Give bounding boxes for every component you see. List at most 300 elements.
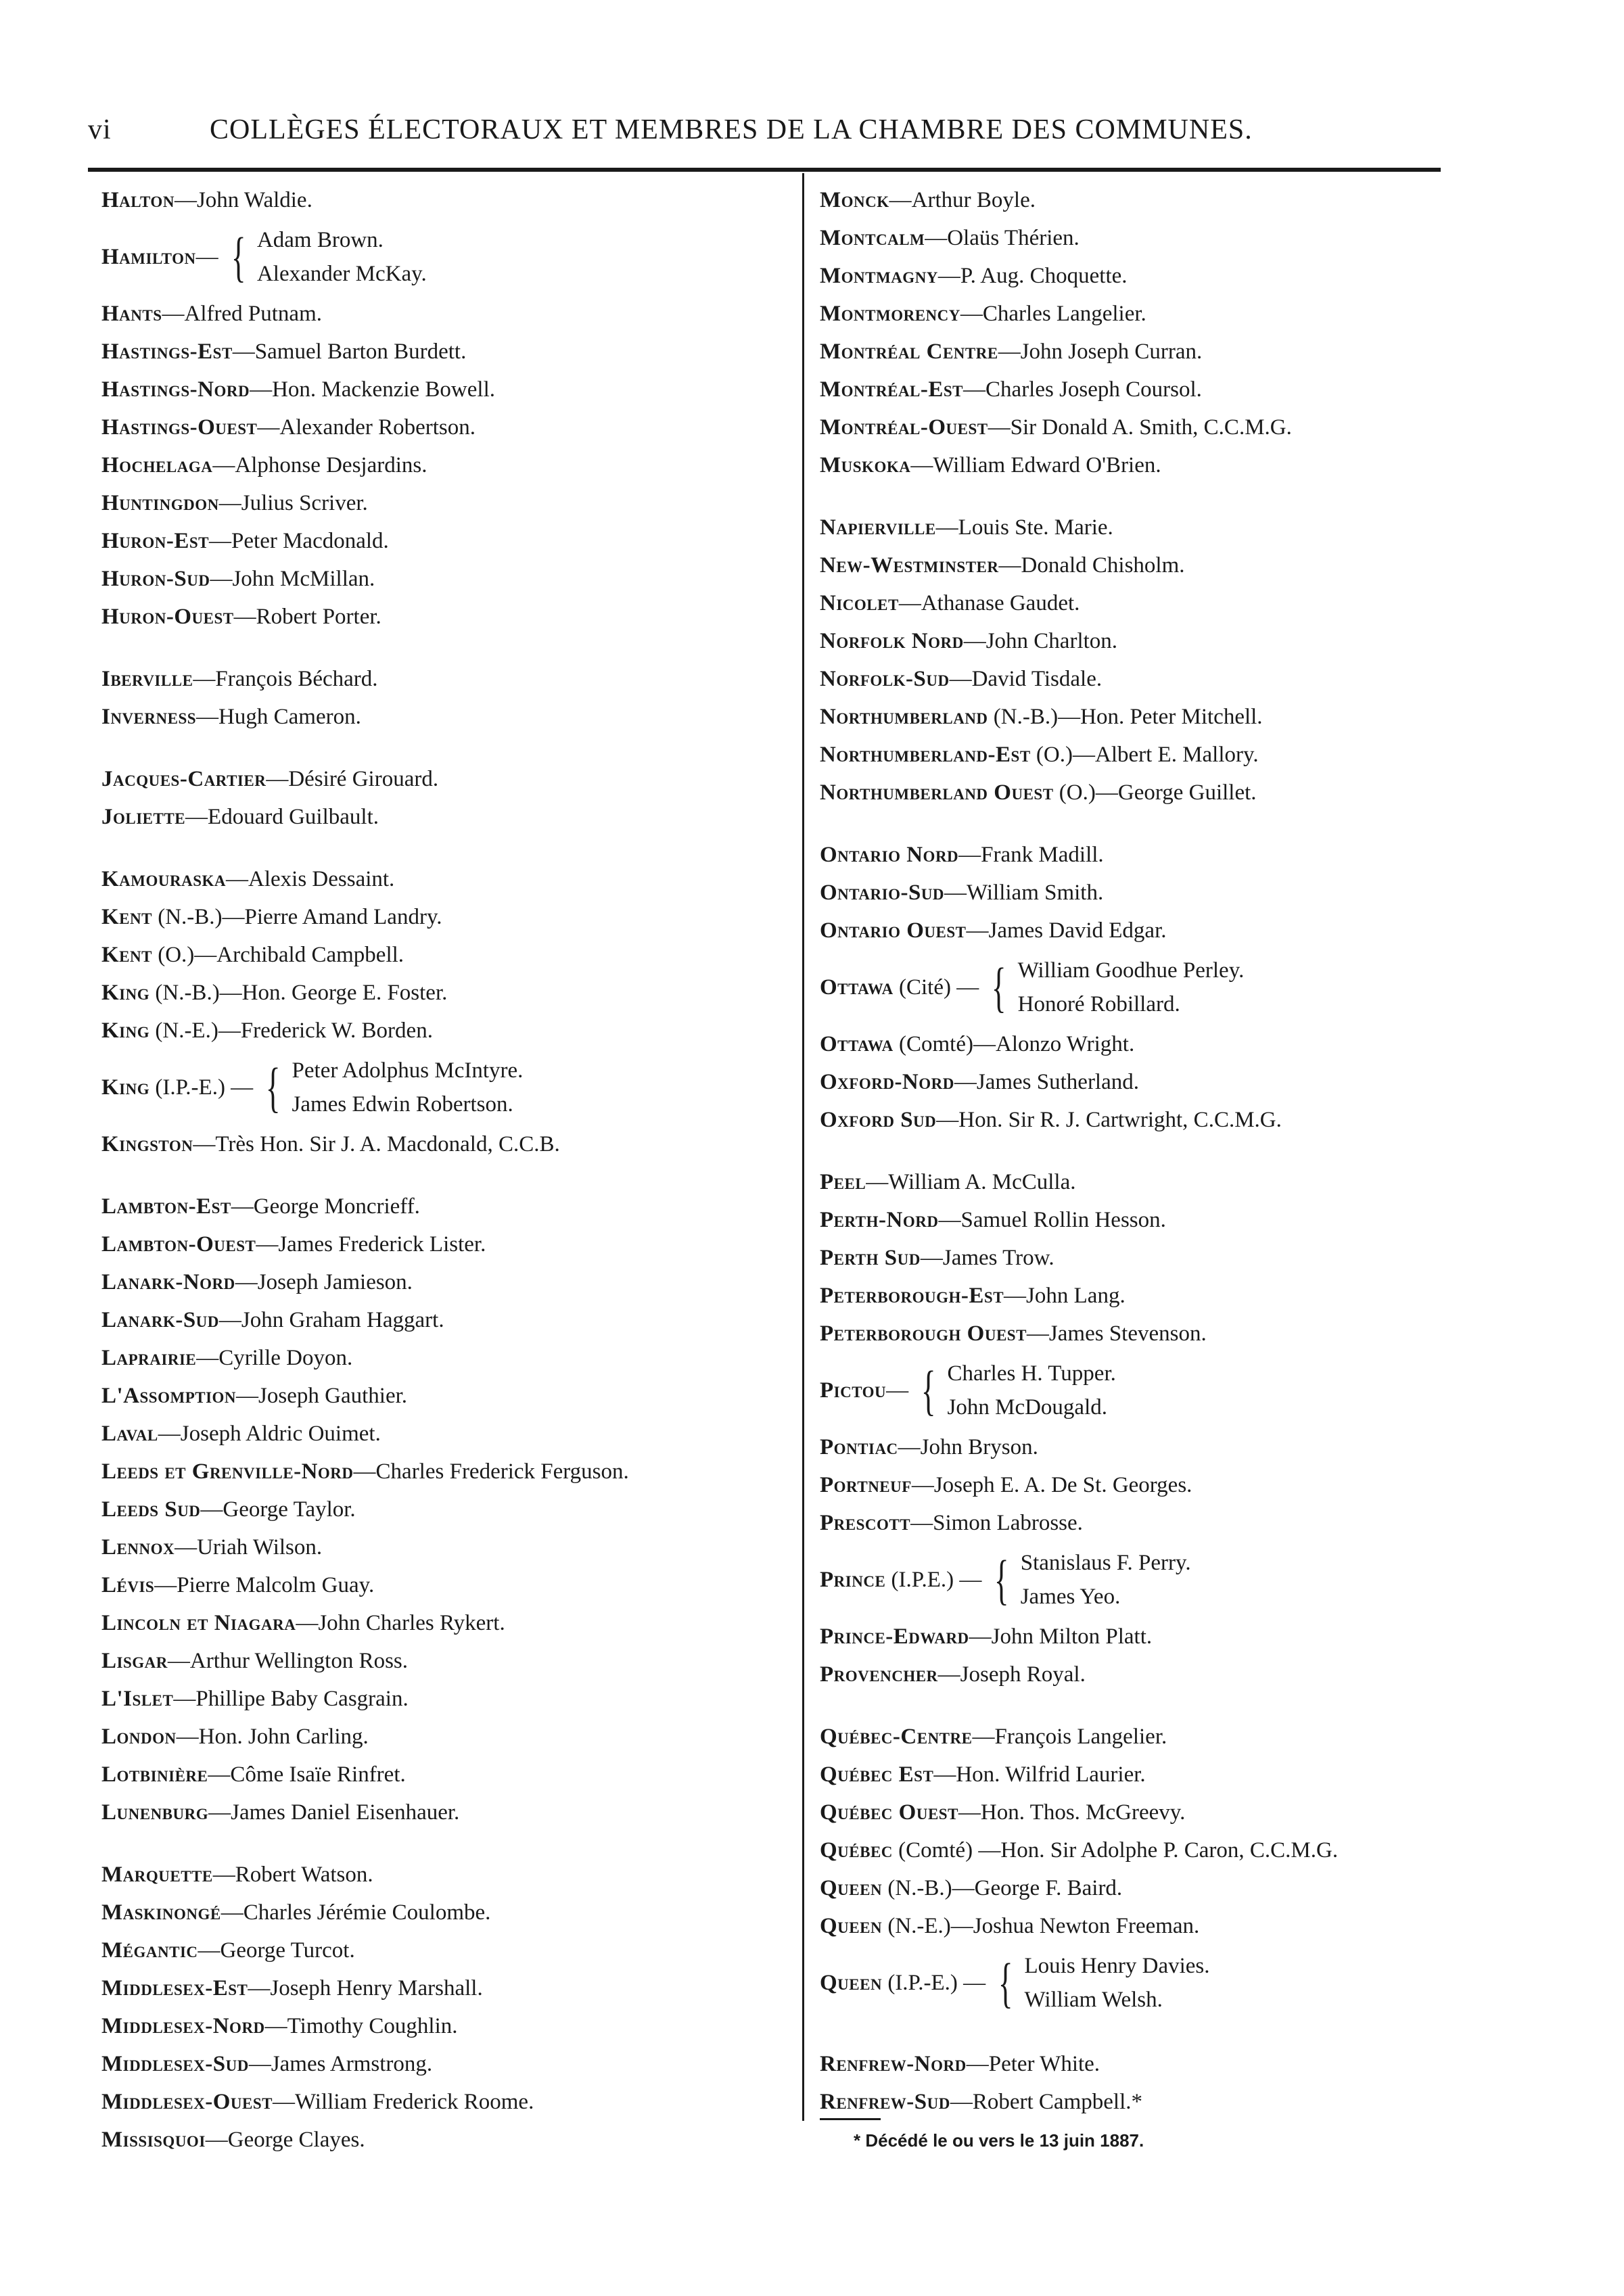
riding-entry xyxy=(101,1756,791,1794)
riding-entry xyxy=(101,295,791,333)
member-name: —George Turcot. xyxy=(198,1938,355,1963)
riding-entry xyxy=(820,1907,1456,1945)
riding-name: Middlesex-Sud xyxy=(101,2052,249,2076)
riding-name: Kent xyxy=(101,905,152,929)
member-name: James Edwin Robertson. xyxy=(292,1092,513,1117)
member-name: —James Stevenson. xyxy=(1026,1321,1207,1346)
member-name: —Charles Joseph Coursol. xyxy=(963,377,1202,402)
member-name: —Edouard Guilbault. xyxy=(185,805,379,829)
member-name: —Phillipe Baby Casgrain. xyxy=(173,1687,409,1711)
riding-entry xyxy=(820,1945,1456,2021)
riding-name: Hamilton xyxy=(101,245,196,269)
riding-name: Leeds et Grenville-Nord xyxy=(101,1459,354,1484)
riding-name: Kamouraska xyxy=(101,867,226,891)
member-name: —Uriah Wilson. xyxy=(175,1535,323,1560)
riding-name: Hastings-Ouest xyxy=(101,415,258,440)
riding-name: Ontario Nord xyxy=(820,843,959,867)
riding-label xyxy=(820,1561,981,1599)
riding-name: Montmorency xyxy=(820,302,960,326)
riding-suffix: — xyxy=(886,1378,909,1403)
member-name: —Hon. Mackenzie Bowell. xyxy=(250,377,495,402)
member-list xyxy=(1025,1949,1210,2017)
section-gap xyxy=(820,1139,1456,1163)
riding-entry xyxy=(101,1566,791,1604)
member-name: —Joseph E. A. De St. Georges. xyxy=(911,1473,1192,1497)
footnote-rule xyxy=(820,2118,881,2120)
riding-entry xyxy=(101,522,791,560)
member-name: —John Charlton. xyxy=(963,629,1118,653)
member-name: —James Daniel Eisenhauer. xyxy=(208,1800,460,1825)
riding-entry xyxy=(101,974,791,1012)
riding-entry xyxy=(101,1604,791,1642)
riding-name: Lambton-Est xyxy=(101,1194,231,1219)
riding-entry xyxy=(101,408,791,446)
member-name: —Pierre Malcolm Guay. xyxy=(154,1573,375,1597)
riding-name: London xyxy=(101,1725,177,1749)
riding-entry xyxy=(820,1063,1456,1101)
footnote: * Décédé le ou vers le 13 juin 1887. xyxy=(854,2130,1144,2151)
riding-entry xyxy=(101,1718,791,1756)
member-name: —Sir Donald A. Smith, C.C.M.G. xyxy=(988,415,1292,440)
riding-name: Joliette xyxy=(101,805,186,829)
member-name: —William A. McCulla. xyxy=(866,1170,1076,1194)
member-name: —Julius Scriver. xyxy=(218,491,368,515)
riding-name: Norfolk-Sud xyxy=(820,667,950,691)
riding-name: Hants xyxy=(101,302,162,326)
member-name: —John Bryson. xyxy=(898,1435,1038,1459)
riding-entry xyxy=(101,1188,791,1225)
riding-name: Kingston xyxy=(101,1132,193,1156)
riding-entry xyxy=(820,1428,1456,1466)
riding-entry xyxy=(101,1301,791,1339)
member-name: (N.-E.)—Frederick W. Borden. xyxy=(149,1018,433,1043)
member-name: Peter Adolphus McIntyre. xyxy=(292,1058,524,1083)
member-name: —Robert Watson. xyxy=(212,1862,373,1887)
riding-entry xyxy=(820,1163,1456,1201)
member-name: —David Tisdale. xyxy=(949,667,1103,691)
section-gap xyxy=(101,1831,791,1856)
member-list xyxy=(292,1054,524,1121)
member-name: William Welsh. xyxy=(1024,1988,1163,2012)
member-name: —François Béchard. xyxy=(193,667,378,691)
riding-entry xyxy=(820,622,1456,660)
member-list xyxy=(257,223,427,291)
member-name: Adam Brown. xyxy=(256,228,384,252)
left-column xyxy=(101,181,791,2159)
riding-entry xyxy=(101,484,791,522)
riding-name: Hastings-Est xyxy=(101,339,233,364)
riding-entry xyxy=(101,798,791,836)
riding-name: Middlesex-Nord xyxy=(101,2014,265,2038)
riding-suffix: (I.P.E.) — xyxy=(885,1568,982,1592)
member-name: —William Smith. xyxy=(944,881,1104,905)
member-list xyxy=(948,1357,1116,1424)
riding-entry xyxy=(101,1856,791,1894)
section-gap xyxy=(101,1163,791,1188)
member-name: —Alphonse Desjardins. xyxy=(212,453,427,477)
riding-name: Napierville xyxy=(820,515,936,540)
member-name: —Robert Campbell.* xyxy=(950,2090,1142,2114)
riding-name: Pontiac xyxy=(820,1435,898,1459)
section-gap xyxy=(101,836,791,860)
riding-entry xyxy=(820,950,1456,1025)
riding-entry xyxy=(101,1012,791,1050)
riding-name: Huntingdon xyxy=(101,491,219,515)
riding-name: Queen xyxy=(820,1971,883,1995)
member-name: —Hon. Thos. McGreevy. xyxy=(958,1800,1186,1825)
riding-entry xyxy=(101,860,791,898)
riding-entry xyxy=(101,2083,791,2121)
riding-name: Oxford Sud xyxy=(820,1108,937,1132)
riding-name: Queen xyxy=(820,1914,883,1938)
riding-name: Huron-Ouest xyxy=(101,605,234,629)
member-name: Louis Henry Davies. xyxy=(1024,1954,1210,1978)
member-name: —Frank Madill. xyxy=(958,843,1104,867)
riding-entry xyxy=(820,660,1456,698)
riding-suffix: (I.P.-E.) — xyxy=(882,1971,986,1995)
member-name: —Hugh Cameron. xyxy=(196,705,361,729)
riding-name: Québec Est xyxy=(820,1762,934,1787)
riding-entry xyxy=(820,2045,1456,2083)
member-name: —William Frederick Roome. xyxy=(272,2090,534,2114)
riding-name: Iberville xyxy=(101,667,193,691)
member-name: —James Trow. xyxy=(920,1246,1054,1270)
riding-entry xyxy=(101,1415,791,1453)
member-name: —John Graham Haggart. xyxy=(218,1308,444,1332)
member-name: —Samuel Barton Burdett. xyxy=(232,339,467,364)
riding-entry xyxy=(820,1756,1456,1794)
riding-entry xyxy=(101,936,791,974)
member-name: (N.-B.)—Hon. George E. Foster. xyxy=(149,981,448,1005)
member-name: —Timothy Coughlin. xyxy=(264,2014,458,2038)
member-name: —James Frederick Lister. xyxy=(256,1232,486,1257)
riding-name: Perth Sud xyxy=(820,1246,921,1270)
riding-suffix: (Cité) — xyxy=(893,975,979,1000)
riding-entry xyxy=(820,1101,1456,1139)
riding-name: Peterborough Ouest xyxy=(820,1321,1027,1346)
riding-name: Québec-Centre xyxy=(820,1725,973,1749)
riding-suffix: — xyxy=(195,245,218,269)
member-name: (N.-B.)—George F. Baird. xyxy=(882,1876,1123,1900)
member-name: —Charles Jérémie Coulombe. xyxy=(221,1900,491,1925)
riding-name: Prescott xyxy=(820,1511,911,1535)
brace-glyph: { xyxy=(994,1549,1009,1610)
riding-name: Lotbinière xyxy=(101,1762,208,1787)
riding-entry xyxy=(820,912,1456,950)
brace-glyph: { xyxy=(266,1056,281,1118)
riding-name: Hochelaga xyxy=(101,453,213,477)
member-name: (O.)—Albert E. Mallory. xyxy=(1030,743,1259,767)
page-title: COLLÈGES ÉLECTORAUX ET MEMBRES DE LA CHAMBRE DES COMMUNES. xyxy=(210,114,1253,145)
member-name: —Olaüs Thérien. xyxy=(925,226,1080,250)
member-name: —John Milton Platt. xyxy=(969,1624,1153,1649)
member-name: —John Charles Rykert. xyxy=(296,1611,505,1635)
member-name: —James David Edgar. xyxy=(966,918,1167,943)
riding-entry xyxy=(101,660,791,698)
member-name: —John Lang. xyxy=(1004,1284,1126,1308)
riding-entry xyxy=(820,736,1456,774)
riding-name: Lambton-Ouest xyxy=(101,1232,256,1257)
riding-name: Middlesex-Ouest xyxy=(101,2090,273,2114)
riding-name: Pictou xyxy=(820,1378,887,1403)
riding-entry xyxy=(820,1239,1456,1277)
member-name: —Charles Frederick Ferguson. xyxy=(353,1459,629,1484)
riding-entry xyxy=(820,1869,1456,1907)
riding-entry xyxy=(101,2007,791,2045)
riding-name: Oxford-Nord xyxy=(820,1070,954,1094)
member-name: (Comté) —Hon. Sir Adolphe P. Caron, C.C.M.G. xyxy=(892,1838,1339,1862)
riding-name: Montcalm xyxy=(820,226,925,250)
member-name: (O.)—Archibald Campbell. xyxy=(152,943,404,967)
riding-name: Renfrew-Sud xyxy=(820,2090,950,2114)
riding-name: L'Islet xyxy=(101,1687,174,1711)
riding-name: Montmagny xyxy=(820,264,938,288)
riding-entry xyxy=(820,1201,1456,1239)
riding-name: King xyxy=(101,981,150,1005)
member-name: —Charles Langelier. xyxy=(960,302,1146,326)
riding-name: Lennox xyxy=(101,1535,175,1560)
riding-name: Ontario-Sud xyxy=(820,881,945,905)
riding-label xyxy=(820,1372,908,1409)
riding-entry xyxy=(820,1831,1456,1869)
riding-entry xyxy=(101,1528,791,1566)
brace-glyph: { xyxy=(998,1952,1013,2013)
riding-name: Renfrew-Nord xyxy=(820,2052,967,2076)
member-name: —Joseph Gauthier. xyxy=(236,1384,408,1408)
riding-name: Peel xyxy=(820,1170,866,1194)
riding-entry xyxy=(101,598,791,636)
riding-name: Leeds Sud xyxy=(101,1497,201,1522)
member-name: —Joseph Henry Marshall. xyxy=(248,1976,483,2000)
member-name: —James Sutherland. xyxy=(954,1070,1139,1094)
riding-name: Montréal-Est xyxy=(820,377,964,402)
member-name: John McDougald. xyxy=(947,1395,1107,1420)
member-name: (O.)—George Guillet. xyxy=(1053,780,1257,805)
member-name: —Hon. Sir R. J. Cartwright, C.C.M.G. xyxy=(936,1108,1282,1132)
riding-name: Perth-Nord xyxy=(820,1208,939,1232)
riding-name: Québec xyxy=(820,1838,893,1862)
riding-suffix: (I.P.-E.) — xyxy=(149,1075,254,1100)
member-name: Stanislaus F. Perry. xyxy=(1020,1551,1191,1575)
riding-entry xyxy=(101,1263,791,1301)
section-gap xyxy=(820,1693,1456,1718)
riding-entry xyxy=(820,333,1456,371)
riding-name: L'Assomption xyxy=(101,1384,237,1408)
member-name: —Donald Chisholm. xyxy=(998,553,1185,578)
riding-name: Huron-Est xyxy=(101,529,210,553)
riding-entry xyxy=(820,408,1456,446)
header-rule xyxy=(88,168,1441,172)
riding-entry xyxy=(101,219,791,295)
riding-entry xyxy=(101,333,791,371)
member-name: —Alexis Dessaint. xyxy=(226,867,395,891)
riding-label xyxy=(101,238,218,276)
riding-name: Norfolk Nord xyxy=(820,629,964,653)
riding-name: Prince xyxy=(820,1568,886,1592)
member-list xyxy=(1021,1546,1191,1614)
member-name: —Joseph Jamieson. xyxy=(235,1270,413,1294)
riding-name: Lévis xyxy=(101,1573,155,1597)
member-name: Alexander McKay. xyxy=(256,262,427,286)
member-name: —Joseph Aldric Ouimet. xyxy=(158,1422,381,1446)
riding-entry xyxy=(101,181,791,219)
riding-label xyxy=(820,968,979,1006)
riding-name: Huron-Sud xyxy=(101,567,210,591)
riding-entry xyxy=(101,698,791,736)
riding-entry xyxy=(101,560,791,598)
riding-name: Lunenburg xyxy=(101,1800,209,1825)
section-gap xyxy=(820,812,1456,836)
member-name: —Hon. Wilfrid Laurier. xyxy=(933,1762,1146,1787)
riding-entry xyxy=(820,1466,1456,1504)
member-name: Charles H. Tupper. xyxy=(947,1361,1116,1386)
riding-name: Queen xyxy=(820,1876,883,1900)
riding-entry xyxy=(820,509,1456,546)
riding-label xyxy=(820,1964,985,2002)
riding-name: Muskoka xyxy=(820,453,911,477)
riding-entry xyxy=(820,774,1456,812)
member-name: —William Edward O'Brien. xyxy=(910,453,1161,477)
member-name: —Joseph Royal. xyxy=(937,1662,1086,1687)
riding-name: Maskinongé xyxy=(101,1900,221,1925)
riding-name: Kent xyxy=(101,943,152,967)
riding-entry xyxy=(820,219,1456,257)
riding-name: Mégantic xyxy=(101,1938,198,1963)
riding-entry xyxy=(820,546,1456,584)
riding-entry xyxy=(820,1277,1456,1315)
riding-name: Northumberland Ouest xyxy=(820,780,1054,805)
member-name: —George Moncrieff. xyxy=(231,1194,420,1219)
riding-entry xyxy=(101,1453,791,1491)
riding-name: Laval xyxy=(101,1422,158,1446)
member-list xyxy=(1018,954,1245,1021)
riding-name: Monck xyxy=(820,188,889,212)
member-name: —Désiré Girouard. xyxy=(266,767,439,791)
riding-entry xyxy=(820,257,1456,295)
riding-entry xyxy=(101,1642,791,1680)
riding-entry xyxy=(820,181,1456,219)
riding-entry xyxy=(820,836,1456,874)
riding-entry xyxy=(820,1025,1456,1063)
member-name: —Louis Ste. Marie. xyxy=(935,515,1113,540)
riding-name: Hastings-Nord xyxy=(101,377,250,402)
riding-entry xyxy=(820,295,1456,333)
page-header xyxy=(88,114,1441,161)
riding-name: Québec Ouest xyxy=(820,1800,958,1825)
member-name: —George Taylor. xyxy=(200,1497,356,1522)
member-name: —Peter White. xyxy=(966,2052,1100,2076)
riding-name: Peterborough-Est xyxy=(820,1284,1004,1308)
member-name: Honoré Robillard. xyxy=(1017,992,1180,1016)
member-name: William Goodhue Perley. xyxy=(1017,958,1245,983)
riding-label xyxy=(101,1069,253,1106)
riding-entry xyxy=(820,1353,1456,1428)
riding-entry xyxy=(820,1618,1456,1656)
member-name: (Comté)—Alonzo Wright. xyxy=(893,1032,1135,1056)
riding-entry xyxy=(820,1718,1456,1756)
column-divider xyxy=(802,173,804,2121)
riding-name: Lanark-Sud xyxy=(101,1308,219,1332)
riding-entry xyxy=(820,1794,1456,1831)
riding-name: Ottawa xyxy=(820,1032,894,1056)
member-name: —Hon. John Carling. xyxy=(176,1725,369,1749)
riding-name: Lanark-Nord xyxy=(101,1270,235,1294)
member-name: —Côme Isaïe Rinfret. xyxy=(208,1762,406,1787)
brace-glyph: { xyxy=(231,226,246,287)
riding-name: Prince-Edward xyxy=(820,1624,969,1649)
section-gap xyxy=(820,484,1456,509)
member-name: (N.-E.)—Joshua Newton Freeman. xyxy=(882,1914,1200,1938)
riding-name: Northumberland-Est xyxy=(820,743,1031,767)
riding-name: Ottawa xyxy=(820,975,894,1000)
riding-entry xyxy=(101,1680,791,1718)
riding-entry xyxy=(820,371,1456,408)
riding-name: Lisgar xyxy=(101,1649,168,1673)
brace-glyph: { xyxy=(992,956,1006,1018)
member-name: —Arthur Wellington Ross. xyxy=(167,1649,409,1673)
right-column xyxy=(820,181,1456,2121)
riding-entry xyxy=(101,446,791,484)
riding-entry xyxy=(101,1339,791,1377)
riding-name: Nicolet xyxy=(820,591,899,615)
riding-entry xyxy=(101,2121,791,2159)
riding-entry xyxy=(820,1542,1456,1618)
member-name: —P. Aug. Choquette. xyxy=(937,264,1128,288)
riding-name: Montréal Centre xyxy=(820,339,998,364)
riding-name: Northumberland xyxy=(820,705,988,729)
riding-name: King xyxy=(101,1075,150,1100)
riding-name: Portneuf xyxy=(820,1473,912,1497)
riding-entry xyxy=(101,1794,791,1831)
riding-entry xyxy=(101,1969,791,2007)
riding-name: Provencher xyxy=(820,1662,938,1687)
member-name: —John Waldie. xyxy=(174,188,312,212)
member-name: —John Joseph Curran. xyxy=(998,339,1203,364)
riding-entry xyxy=(101,2045,791,2083)
riding-entry xyxy=(101,371,791,408)
member-name: —François Langelier. xyxy=(972,1725,1167,1749)
riding-name: New-Westminster xyxy=(820,553,999,578)
riding-entry xyxy=(101,1125,791,1163)
member-name: —Simon Labrosse. xyxy=(910,1511,1083,1535)
riding-entry xyxy=(101,1931,791,1969)
riding-entry xyxy=(101,1491,791,1528)
member-name: —Très Hon. Sir J. A. Macdonald, C.C.B. xyxy=(193,1132,560,1156)
member-name: —Cyrille Doyon. xyxy=(196,1346,353,1370)
member-name: —Peter Macdonald. xyxy=(209,529,389,553)
member-name: —Robert Porter. xyxy=(233,605,381,629)
riding-entry xyxy=(101,1225,791,1263)
riding-name: Inverness xyxy=(101,705,197,729)
member-name: (N.-B.)—Pierre Amand Landry. xyxy=(152,905,442,929)
riding-name: Marquette xyxy=(101,1862,213,1887)
brace-glyph: { xyxy=(921,1359,936,1421)
riding-entry xyxy=(820,2083,1456,2121)
riding-name: Lincoln et Niagara xyxy=(101,1611,296,1635)
member-name: (N.-B.)—Hon. Peter Mitchell. xyxy=(988,705,1263,729)
riding-entry xyxy=(101,898,791,936)
member-name: —Alfred Putnam. xyxy=(162,302,322,326)
riding-name: Middlesex-Est xyxy=(101,1976,248,2000)
riding-entry xyxy=(101,760,791,798)
member-name: James Yeo. xyxy=(1020,1585,1121,1609)
riding-name: Halton xyxy=(101,188,175,212)
member-name: —John McMillan. xyxy=(210,567,375,591)
riding-entry xyxy=(101,1894,791,1931)
riding-entry xyxy=(820,874,1456,912)
riding-entry xyxy=(101,1050,791,1125)
riding-entry xyxy=(101,1377,791,1415)
